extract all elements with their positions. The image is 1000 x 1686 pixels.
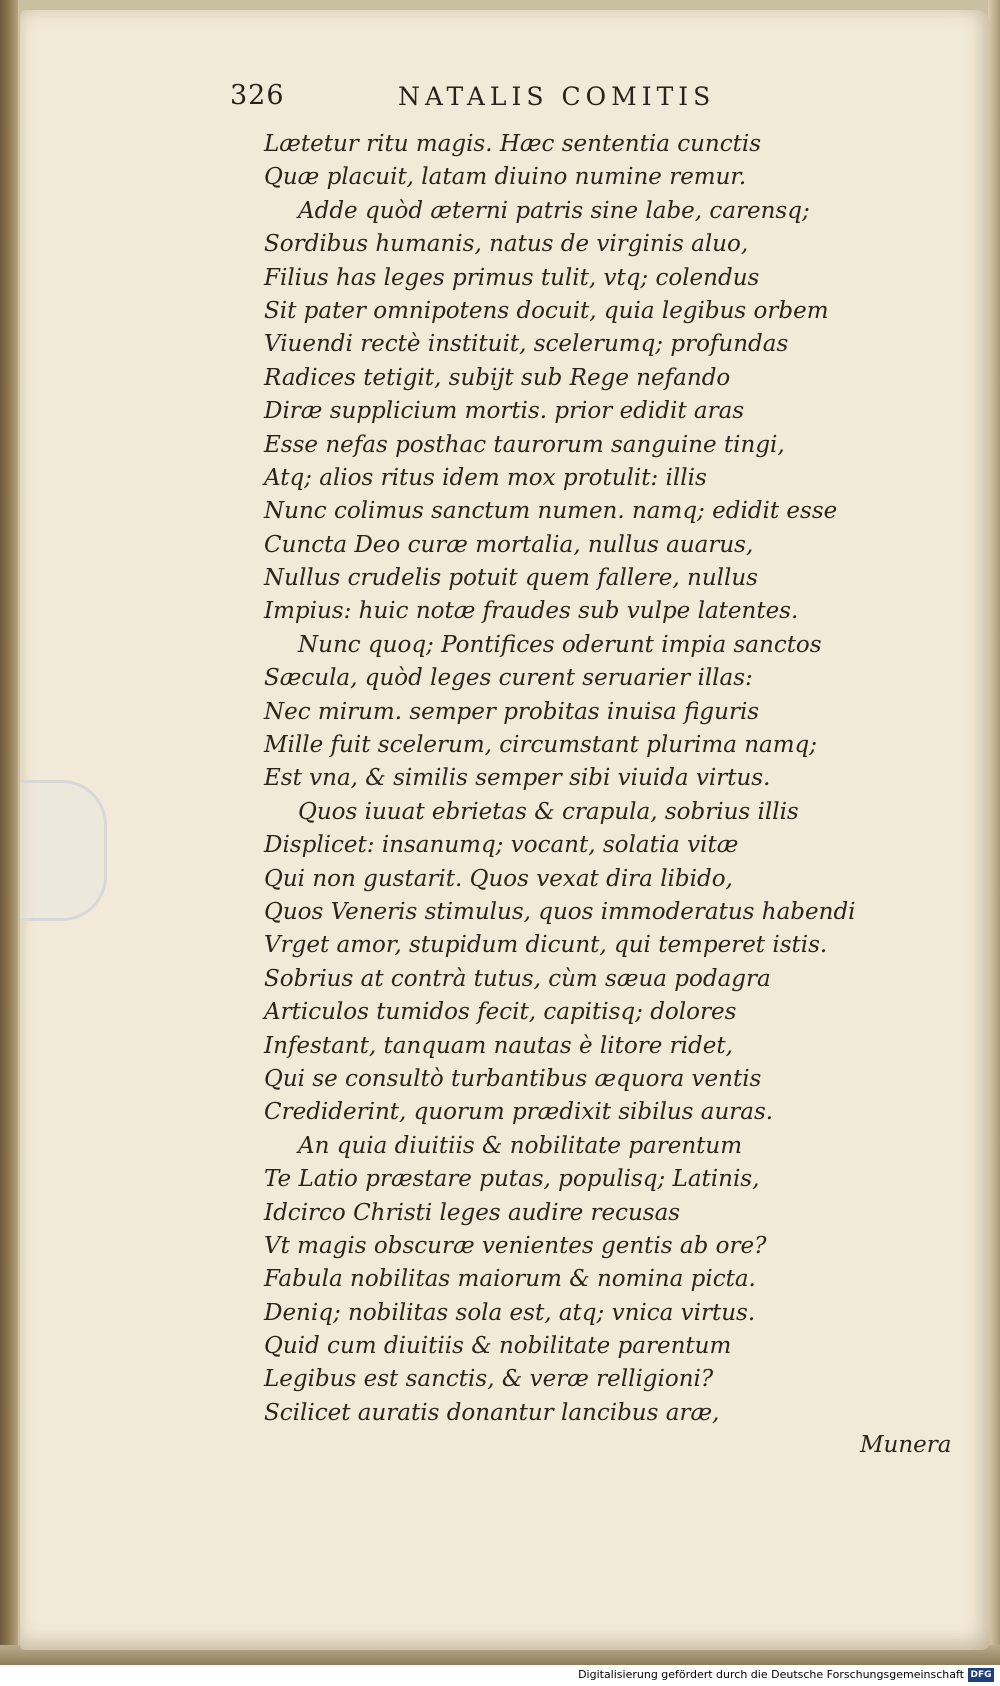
catchword: Munera [860, 1432, 952, 1458]
verse-line: Quid cum diuitiis & nobilitate parentum [264, 1333, 732, 1360]
verse-line: Mille fuit scelerum, circumstant plurima namq; [264, 732, 818, 759]
verse-line: Qui non gustarit. Quos vexat dira libido, [264, 865, 733, 892]
verse-line: Sit pater omnipotens docuit, quia legibus orbem [264, 297, 829, 324]
verse-line: Atq; alios ritus idem mox protulit: illis [264, 464, 707, 491]
footer-bar [0, 1665, 1000, 1686]
verse-line: Est vna, & similis semper sibi viuida virtus. [264, 765, 771, 792]
verse-line: Crediderint, quorum prædixit sibilus auras. [264, 1099, 774, 1126]
verse-line: Filius has leges primus tulit, vtq; colendus [264, 264, 760, 291]
page-header [230, 80, 820, 120]
verse-line: Te Latio præstare putas, populisq; Latinis, [264, 1166, 760, 1193]
verse-line: Vt magis obscuræ venientes gentis ab ore? [264, 1232, 767, 1259]
verse-line: An quia diuitiis & nobilitate parentum [298, 1132, 743, 1159]
verse-line: Nullus crudelis potuit quem fallere, nullus [264, 565, 758, 592]
verse-line: Fabula nobilitas maiorum & nomina picta. [264, 1266, 756, 1293]
verse-line: Lætetur ritu magis. Hæc sententia cunctis [264, 131, 762, 157]
verse-line: Articulos tumidos fecit, capitisq; dolores [264, 999, 737, 1026]
verse-line: Adde quòd æterni patris sine labe, carensq; [298, 197, 810, 224]
verse-line: Esse nefas posthac taurorum sanguine tingi, [264, 431, 785, 458]
verse-line: Quæ placuit, latam diuino numine remur. [264, 164, 747, 191]
verse-line: Quos Veneris stimulus, quos immoderatus habendi [264, 898, 856, 925]
verse-line: Displicet: insanumq; vocant, solatia vitæ [264, 832, 739, 859]
verse-line: Qui se consultò turbantibus æquora ventis [264, 1065, 762, 1092]
verse-line: Quos iuuat ebrietas & crapula, sobrius illis [298, 798, 799, 825]
verse-line: Idcirco Christi leges audire recusas [264, 1199, 681, 1226]
verse-line: Sordibus humanis, natus de virginis aluo, [264, 231, 749, 258]
verse-line: Diræ supplicium mortis. prior edidit aras [264, 398, 745, 425]
running-head: NATALIS COMITIS [398, 82, 716, 111]
verse-line: Viuendi rectè instituit, scelerumq; profundas [264, 331, 789, 358]
verse-line: Scilicet auratis donantur lancibus aræ, [264, 1399, 720, 1426]
verse-line: Infestant, tanquam nautas è litore ridet, [264, 1032, 733, 1059]
verse-line: Sæcula, quòd leges curent seruarier illas: [264, 665, 753, 692]
verse-line: Cuncta Deo curæ mortalia, nullus auarus, [264, 531, 754, 558]
verse-line: Nunc colimus sanctum numen. namq; edidit esse [264, 498, 838, 525]
page-clip-icon [20, 780, 107, 921]
verse-line: Nunc quoq; Pontifices oderunt impia sanctos [298, 631, 822, 658]
verse-line: Radices tetigit, subijt sub Rege nefando [264, 364, 731, 391]
verse-line: Nec mirum. semper probitas inuisa figuris [264, 698, 760, 725]
verse-line: Legibus est sanctis, & veræ relligioni? [264, 1366, 714, 1393]
verse-line: Impius: huic notæ fraudes sub vulpe latentes. [264, 598, 799, 625]
verse-line: Sobrius at contrà tutus, cùm sæua podagra [264, 965, 771, 992]
dfg-logo-icon: DFG [968, 1668, 994, 1682]
verse-line: Vrget amor, stupidum dicunt, qui temperet istis. [264, 932, 828, 959]
verse-line: Deniq; nobilitas sola est, atq; vnica virtus. [264, 1299, 756, 1326]
book-binding-edge [0, 0, 18, 1665]
funding-notice: Digitalisierung gefördert durch die Deutsche Forschungsgemeinschaft [578, 1668, 964, 1681]
page-number: 326 [230, 80, 285, 111]
verse-block [264, 128, 856, 1430]
